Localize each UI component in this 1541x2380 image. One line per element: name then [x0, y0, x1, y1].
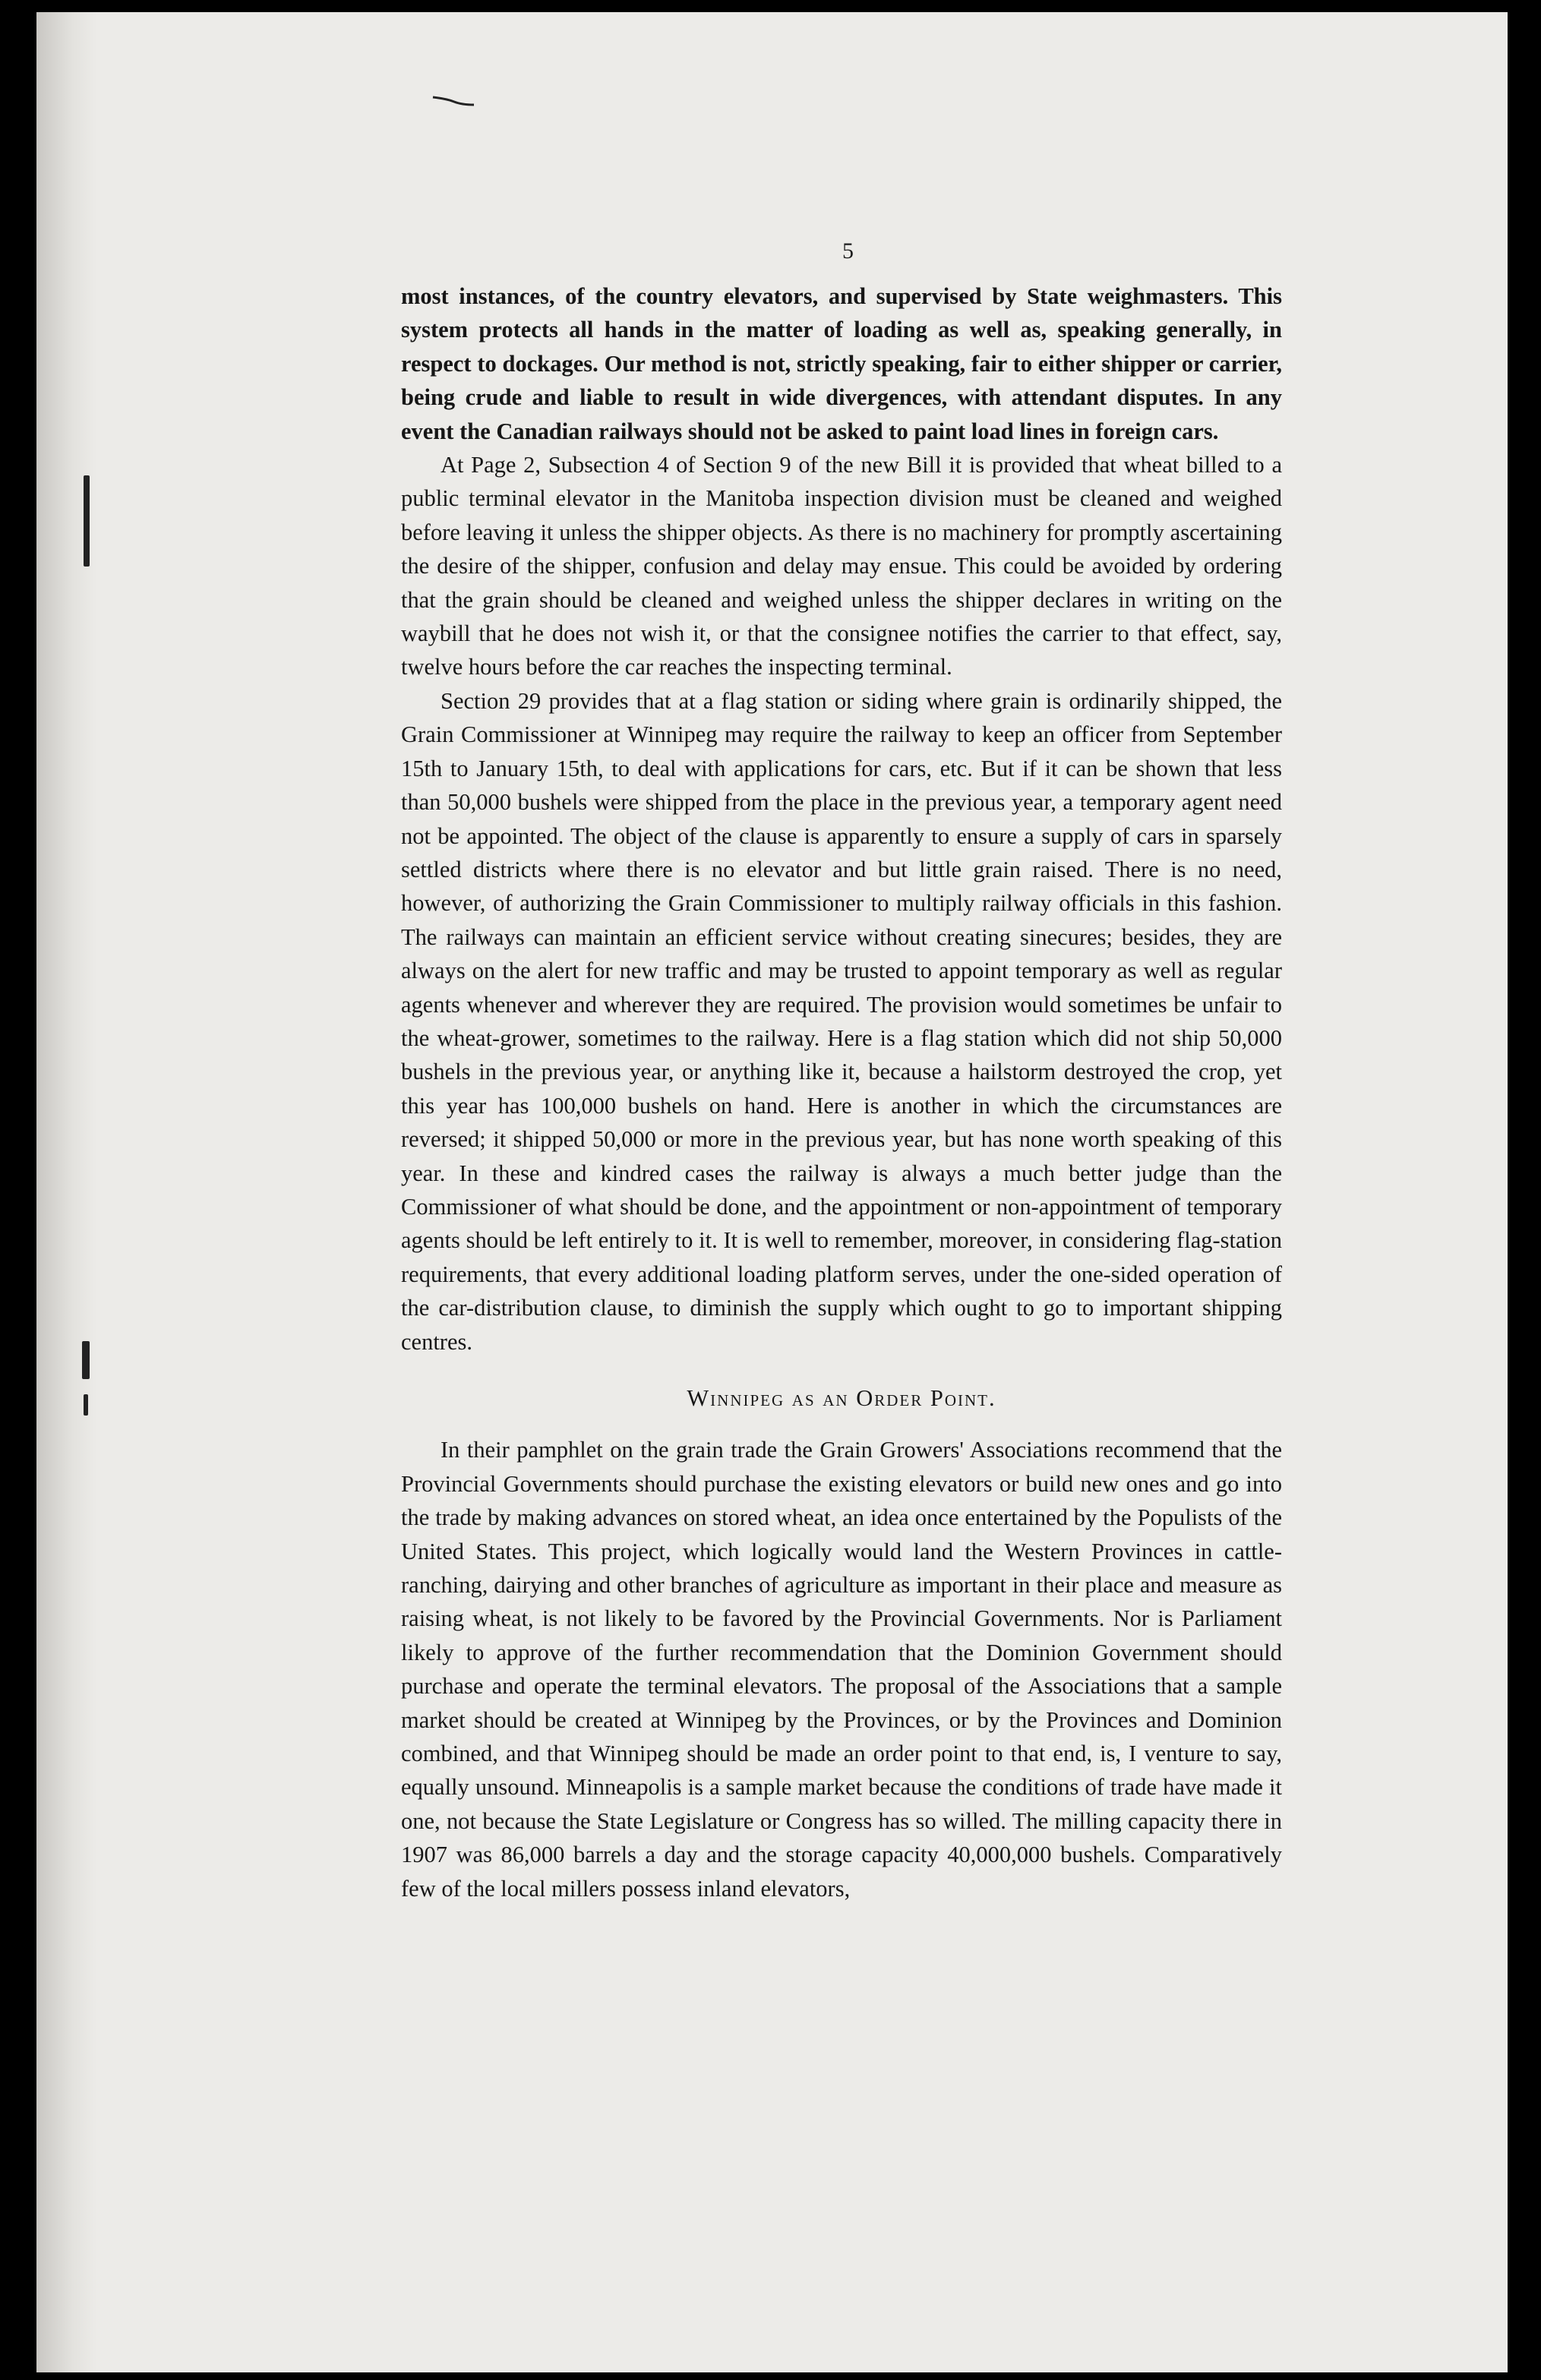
binding-mark: [84, 1394, 88, 1416]
paragraph: At Page 2, Subsection 4 of Section 9 of the new Bill it is provided that wheat billed to a public terminal elevator in the Manitoba inspection division must be cleaned and weighed before leaving it unless the shipper objects. As there is no machinery for promptly ascertaining the desire of the shipper, confusion and delay may ensue. This could be avoided by ordering that the grain should be cleaned and weighed unless the shipper declares in writing on the waybill that he does not wish it, or that the consignee notifies the carrier to that effect, say, twelve hours before the car reaches the inspecting terminal.: [401, 452, 1282, 680]
binding-edge: [36, 12, 97, 2372]
page-number: 5: [842, 238, 854, 264]
binding-mark: [82, 1341, 90, 1379]
paragraph: In their pamphlet on the grain trade the Grain Growers' Associations recommend that the Provincial Governments should purchase the existing elevators or build new ones and go into the trade by making advances on stored wheat, an idea once entertained by the Populists of the United States. This project, which logically would land the Western Provinces in cattle-ranching, dairying and other branches of agriculture as important in their place and measure as raising wheat, is not likely to be favored by the Provincial Governments. Nor is Parliament likely to approve of the further recommendation that the Dominion Government should purchase and operate the terminal elevators. The proposal of the Associations that a sample market should be created at Winnipeg by the Provinces, or by the Provinces and Dominion combined, and that Winnipeg should be made an order point to that end, is, I venture to say, equally unsound. Minneapolis is a sample market because the conditions of trade have made it one, not because the State Legislature or Congress has so willed. The milling capacity there in 1907 was 86,000 barrels a day and the storage capacity 40,000,000 bushels. Comparatively few of the local millers possess inland elevators,: [401, 1437, 1282, 1902]
paragraph: most instances, of the country elevators, and supervised by State weighmasters. This system protects all hands in the matter of loading as well as, speaking generally, in respect to dockages. Our method is not, strictly speaking, fair to either shipper or carrier, being crude and liable to result in wide divergences, with attendant disputes. In any event the Canadian railways should not be asked to paint load lines in foreign cars.: [401, 283, 1282, 444]
pen-stroke-mark: [431, 94, 477, 108]
binding-mark: [84, 475, 90, 567]
body-text: [401, 279, 1282, 1905]
paragraph: Section 29 provides that at a flag station or siding where grain is ordinarily shipped, the Grain Commissioner at Winnipeg may require the railway to keep an officer from September 15th to January 15th, to deal with applications for cars, etc. But if it can be shown that less than 50,000 bushels were shipped from the place in the previous year, a temporary agent need not be appointed. The object of the clause is apparently to ensure a supply of cars in sparsely settled districts where there is no elevator and but little grain raised. There is no need, however, of authorizing the Grain Commissioner to multiply railway officials in this fashion. The railways can maintain an efficient service without creating sinecures; besides, they are always on the alert for new traffic and may be trusted to appoint temporary as well as regular agents whenever and wherever they are required. The provision would sometimes be unfair to the wheat-grower, sometimes to the railway. Here is a flag station which did not ship 50,000 bushels in the previous year, or anything like it, because a hailstorm destroyed the crop, yet this year has 100,000 bushels on hand. Here is another in which the circumstances are reversed; it shipped 50,000 or more in the previous year, but has none worth speaking of this year. In these and kindred cases the railway is always a much better judge than the Commissioner of what should be done, and the appointment or non-appointment of temporary agents should be left entirely to it. It is well to remember, moreover, in considering flag-station requirements, that every additional loading platform serves, under the one-sided operation of the car-distribution clause, to diminish the supply which ought to go to important shipping centres.: [401, 687, 1282, 1355]
section-heading: Winnipeg as an Order Point.: [687, 1385, 996, 1411]
document-page: [36, 12, 1508, 2372]
